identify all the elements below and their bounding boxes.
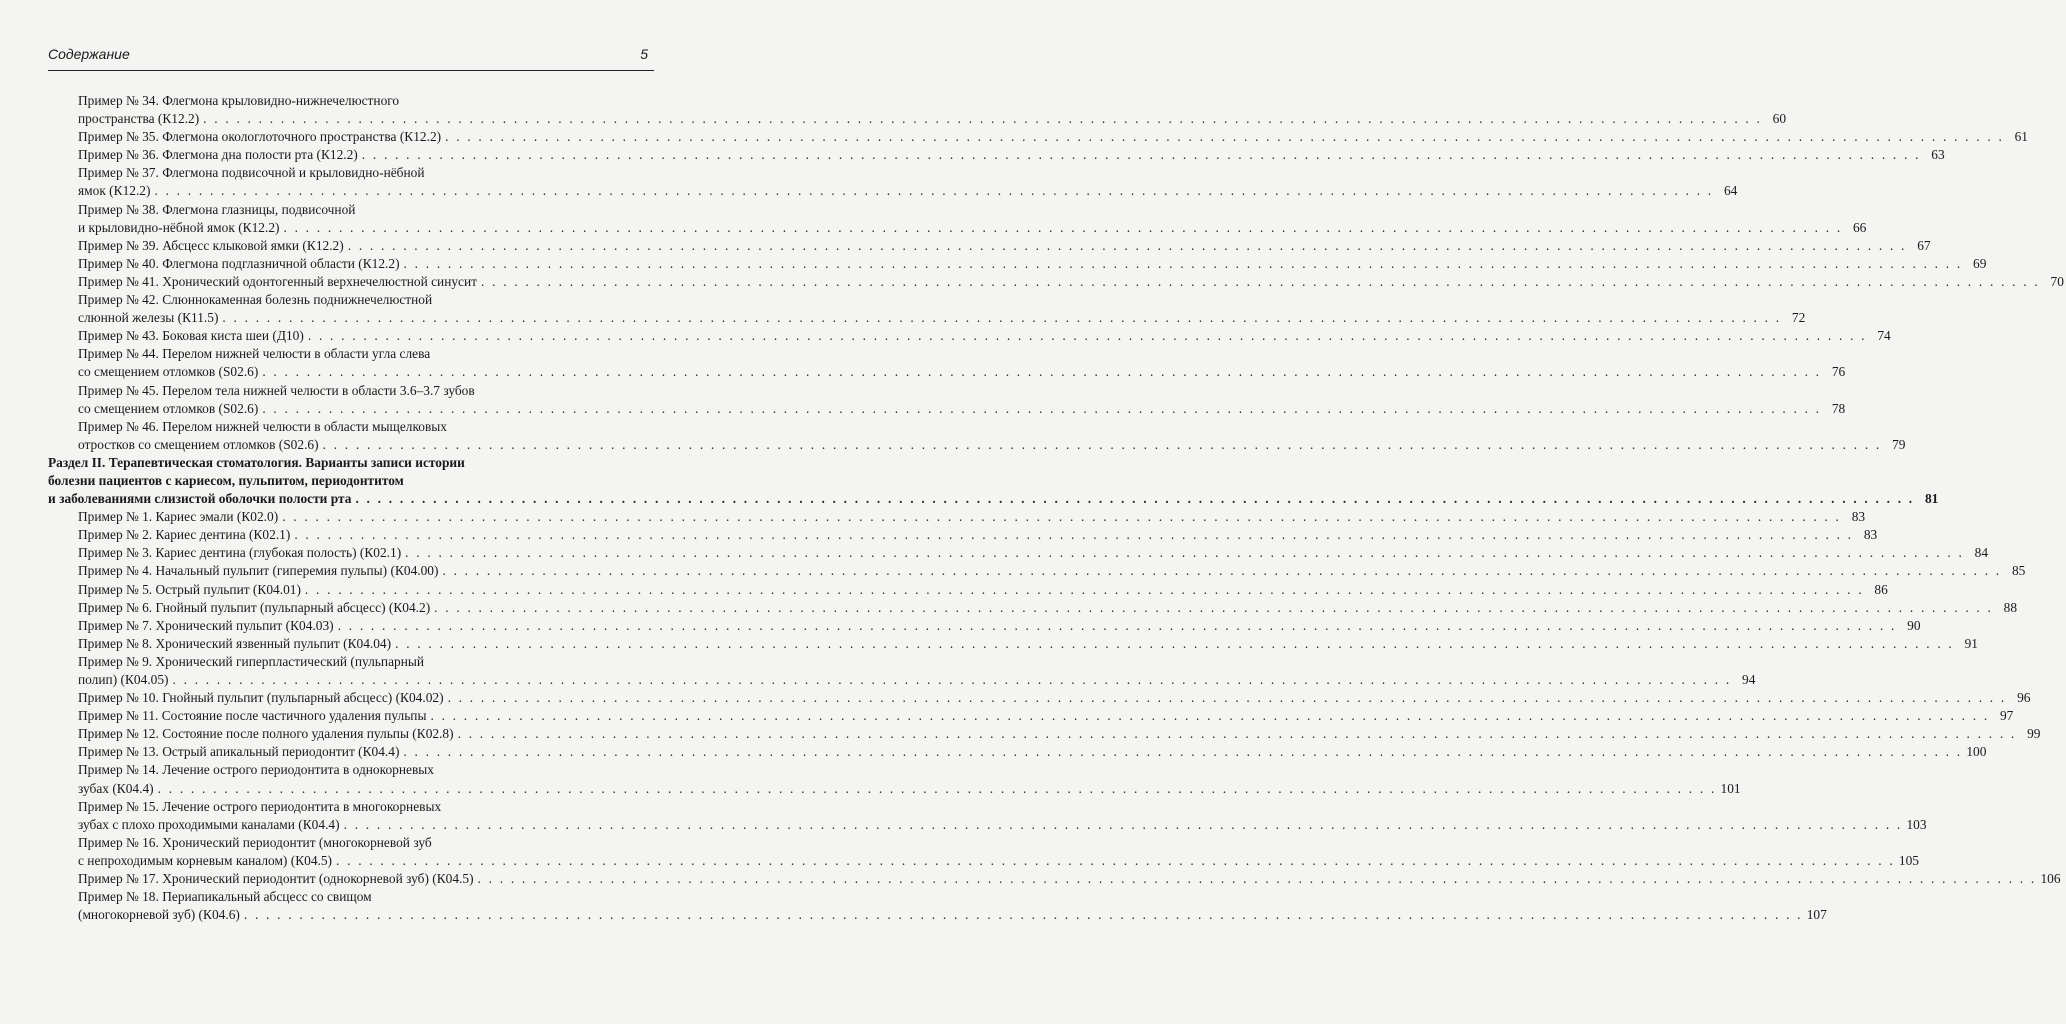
dot-leader: . . . . . . . . . . . . . . . . . . . . . . . . . . . . . . . . . . . . . . . . . . . . . . . . . . . . . . . . . . . . . . . . . . . . . . . . . . . . . . . . . . . . . . . . . . . . . . . . . . . . . . . . . . . . . . . . . . . . . . . . . . . . . . . . . . . . . . . . . . . . . bbox=[403, 255, 1963, 271]
toc-entry[interactable] bbox=[48, 164, 1738, 200]
toc-line bbox=[48, 816, 1927, 834]
dot-leader: . . . . . . . . . . . . . . . . . . . . . . . . . . . . . . . . . . . . . . . . . . . . . . . . . . . . . . . . . . . . . . . . . . . . . . . . . . . . . . . . . . . . . . . . . . . . . . . . . . . . . . . . . . . . . . . . . . . . . . . . . . . . . . . . . . . . . . . . . . . . . bbox=[262, 364, 1822, 380]
toc-line bbox=[48, 834, 654, 852]
toc-page-number: 83 bbox=[1851, 509, 1866, 525]
toc-line bbox=[48, 743, 1987, 761]
running-header bbox=[48, 44, 654, 71]
dot-leader: . . . . . . . . . . . . . . . . . . . . . . . . . . . . . . . . . . . . . . . . . . . . . . . . . . . . . . . . . . . . . . . . . . . . . . . . . . . . . . . . . . . . . . . . . . . . . . . . . . . . . . . . . . . . . . . . . . . . . . . . . . . . . . . . . . . . . . . . . . . . . bbox=[336, 852, 1895, 868]
toc-entry-text: отростков со смещением отломков (S02.6) bbox=[78, 436, 319, 452]
dot-leader: . . . . . . . . . . . . . . . . . . . . . . . . . . . . . . . . . . . . . . . . . . . . . . . . . . . . . . . . . . . . . . . . . . . . . . . . . . . . . . . . . . . . . . . . . . . . . . . . . . . . . . . . . . . . . . . . . . . . . . . . . . . . . . . . . . . . . . . . . . . . . bbox=[304, 581, 1864, 597]
dot-leader: . . . . . . . . . . . . . . . . . . . . . . . . . . . . . . . . . . . . . . . . . . . . . . . . . . . . . . . . . . . . . . . . . . . . . . . . . . . . . . . . . . . . . . . . . . . . . . . . . . . . . . . . . . . . . . . . . . . . . . . . . . . . . . . . . . . . . . . . . . . . . bbox=[447, 690, 2007, 706]
toc-line bbox=[48, 110, 1787, 128]
dot-leader: . . . . . . . . . . . . . . . . . . . . . . . . . . . . . . . . . . . . . . . . . . . . . . . . . . . . . . . . . . . . . . . . . . . . . . . . . . . . . . . . . . . . . . . . . . . . . . . . . . . . . . . . . . . . . . . . . . . . . . . . . . . . . . . . . . . . . . . . . . . . . bbox=[243, 907, 1803, 923]
toc-line bbox=[48, 273, 2064, 291]
toc-entry[interactable] bbox=[48, 418, 1906, 454]
toc-line bbox=[48, 562, 2026, 580]
toc-entry-text: зубах (К04.4) bbox=[78, 780, 154, 796]
toc-entry-text: Пример № 18. Периапикальный абсцесс со свищом bbox=[78, 889, 372, 905]
toc-line bbox=[48, 671, 1756, 689]
toc-page-number: 64 bbox=[1723, 183, 1738, 199]
toc-line bbox=[48, 526, 1878, 544]
dot-leader: . . . . . . . . . . . . . . . . . . . . . . . . . . . . . . . . . . . . . . . . . . . . . . . . . . . . . . . . . . . . . . . . . . . . . . . . . . . . . . . . . . . . . . . . . . . . . . . . . . . . . . . . . . . . . . . . . . . . . . . . . . . . . . . . . . . . . . . . . . . . . bbox=[457, 726, 2017, 742]
toc-line bbox=[48, 291, 654, 309]
toc-entry-text: Пример № 12. Состояние после полного удаления пульпы (К02.8) bbox=[78, 726, 454, 742]
toc-page-number: 76 bbox=[1831, 364, 1846, 380]
toc-entry[interactable] bbox=[48, 526, 1878, 544]
toc-entry-text: Пример № 1. Кариес эмали (К02.0) bbox=[78, 509, 279, 525]
toc-entry-text: с непроходимым корневым каналом) (К04.5) bbox=[78, 852, 333, 868]
toc-page-number: 85 bbox=[2011, 563, 2026, 579]
toc-page-number: 100 bbox=[1966, 744, 1987, 760]
toc-page-number: 78 bbox=[1831, 400, 1846, 416]
toc-entry-text: Пример № 5. Острый пульпит (К04.01) bbox=[78, 581, 301, 597]
toc-entry-text: со смещением отломков (S02.6) bbox=[78, 364, 259, 380]
toc-line bbox=[48, 508, 1866, 526]
toc-entry[interactable] bbox=[48, 273, 2064, 291]
toc-page-number: 83 bbox=[1863, 527, 1878, 543]
toc-entry-text: Пример № 7. Хронический пульпит (К04.03) bbox=[78, 617, 334, 633]
toc-line bbox=[48, 599, 2018, 617]
dot-leader: . . . . . . . . . . . . . . . . . . . . . . . . . . . . . . . . . . . . . . . . . . . . . . . . . . . . . . . . . . . . . . . . . . . . . . . . . . . . . . . . . . . . . . . . . . . . . . . . . . . . . . . . . . . . . . . . . . . . . . . . . . . . . . . . . . . . . . . . . . . . . bbox=[355, 491, 1915, 507]
toc-entry[interactable] bbox=[48, 761, 1741, 797]
toc-entry[interactable] bbox=[48, 544, 1989, 562]
dot-leader: . . . . . . . . . . . . . . . . . . . . . . . . . . . . . . . . . . . . . . . . . . . . . . . . . . . . . . . . . . . . . . . . . . . . . . . . . . . . . . . . . . . . . . . . . . . . . . . . . . . . . . . . . . . . . . . . . . . . . . . . . . . . . . . . . . . . . . . . . . . . . bbox=[282, 509, 1842, 525]
toc-entry[interactable] bbox=[48, 345, 1846, 381]
toc-entry-text: Пример № 2. Кариес дентина (К02.1) bbox=[78, 527, 291, 543]
dot-leader: . . . . . . . . . . . . . . . . . . . . . . . . . . . . . . . . . . . . . . . . . . . . . . . . . . . . . . . . . . . . . . . . . . . . . . . . . . . . . . . . . . . . . . . . . . . . . . . . . . . . . . . . . . . . . . . . . . . . . . . . . . . . . . . . . . . . . . . . . . . . . bbox=[157, 780, 1717, 796]
toc-page-number: 96 bbox=[2017, 690, 2031, 706]
dot-leader: . . . . . . . . . . . . . . . . . . . . . . . . . . . . . . . . . . . . . . . . . . . . . . . . . . . . . . . . . . . . . . . . . . . . . . . . . . . . . . . . . . . . . . . . . . . . . . . . . . . . . . . . . . . . . . . . . . . . . . . . . . . . . . . . . . . . . . . . . . . . . bbox=[262, 400, 1822, 416]
toc-page-number: 97 bbox=[1999, 708, 2014, 724]
toc-entry[interactable] bbox=[48, 382, 1846, 418]
toc-entry-text: и заболеваниями слизистой оболочки полости рта bbox=[48, 491, 352, 507]
dot-leader: . . . . . . . . . . . . . . . . . . . . . . . . . . . . . . . . . . . . . . . . . . . . . . . . . . . . . . . . . . . . . . . . . . . . . . . . . . . . . . . . . . . . . . . . . . . . . . . . . . . . . . . . . . . . . . . . . . . . . . . . . . . . . . . . . . . . . . . . . . . . . bbox=[405, 545, 1965, 561]
toc-entry[interactable] bbox=[48, 92, 1787, 128]
toc-entry-text: Пример № 15. Лечение острого периодонтита в многокорневых bbox=[78, 798, 442, 814]
toc-line bbox=[48, 761, 654, 779]
toc-entry-text: Пример № 45. Перелом тела нижней челюсти в области 3.6–3.7 зубов bbox=[78, 382, 475, 398]
toc-line bbox=[48, 870, 2061, 888]
toc-page-number: 66 bbox=[1852, 219, 1867, 235]
toc-line bbox=[48, 707, 2014, 725]
toc-entry-text: (многокорневой зуб) (К04.6) bbox=[78, 907, 240, 923]
toc-entry-text: болезни пациентов с кариесом, пульпитом, периодонтитом bbox=[48, 472, 404, 488]
toc-entry-text: Пример № 43. Боковая киста шеи (Д10) bbox=[78, 328, 304, 344]
dot-leader: . . . . . . . . . . . . . . . . . . . . . . . . . . . . . . . . . . . . . . . . . . . . . . . . . . . . . . . . . . . . . . . . . . . . . . . . . . . . . . . . . . . . . . . . . . . . . . . . . . . . . . . . . . . . . . . . . . . . . . . . . . . . . . . . . . . . . . . . . . . . . bbox=[430, 708, 1990, 724]
toc-line bbox=[48, 617, 1921, 635]
toc-page-number: 90 bbox=[1907, 617, 1921, 633]
toc-entry-text: Пример № 9. Хронический гиперпластический (пульпарный bbox=[78, 653, 425, 669]
toc-page-number: 106 bbox=[2040, 871, 2061, 887]
toc-entry[interactable] bbox=[48, 599, 2018, 617]
toc-line bbox=[48, 689, 2031, 707]
toc-line bbox=[48, 92, 654, 110]
dot-leader: . . . . . . . . . . . . . . . . . . . . . . . . . . . . . . . . . . . . . . . . . . . . . . . . . . . . . . . . . . . . . . . . . . . . . . . . . . . . . . . . . . . . . . . . . . . . . . . . . . . . . . . . . . . . . . . . . . . . . . . . . . . . . . . . . . . . . . . . . . . . . bbox=[347, 237, 1907, 253]
toc-entry[interactable] bbox=[48, 798, 1927, 834]
toc-entry[interactable] bbox=[48, 707, 2014, 725]
toc-entry-text: Пример № 10. Гнойный пульпит (пульпарный абсцесс) (К04.02) bbox=[78, 690, 444, 706]
toc-entry[interactable] bbox=[48, 870, 2061, 888]
toc-line bbox=[48, 472, 654, 490]
toc-page-number: 69 bbox=[1973, 255, 1987, 271]
toc-page-number: 105 bbox=[1898, 852, 1919, 868]
toc-entry[interactable] bbox=[48, 508, 1866, 526]
toc-line bbox=[48, 852, 1919, 870]
toc-entry-text: и крыловидно-нёбной ямок (К12.2) bbox=[78, 219, 280, 235]
toc-entry[interactable] bbox=[48, 562, 2026, 580]
toc-line bbox=[48, 780, 1741, 798]
toc-line bbox=[48, 327, 1891, 345]
toc-page-number: 81 bbox=[1924, 491, 1939, 507]
toc-entry-text: зубах с плохо проходимыми каналами (К04.4) bbox=[78, 816, 340, 832]
toc-line bbox=[48, 798, 654, 816]
toc-entry[interactable] bbox=[48, 327, 1891, 345]
toc-line bbox=[48, 255, 1987, 273]
header-title: Содержание bbox=[48, 46, 130, 62]
toc-entry[interactable] bbox=[48, 743, 1987, 761]
toc-page-number: 72 bbox=[1791, 310, 1806, 326]
toc-section[interactable] bbox=[48, 454, 1939, 508]
toc-page-number: 103 bbox=[1906, 816, 1927, 832]
dot-leader: . . . . . . . . . . . . . . . . . . . . . . . . . . . . . . . . . . . . . . . . . . . . . . . . . . . . . . . . . . . . . . . . . . . . . . . . . . . . . . . . . . . . . . . . . . . . . . . . . . . . . . . . . . . . . . . . . . . . . . . . . . . . . . . . . . . . . . . . . . . . . bbox=[434, 599, 1994, 615]
dot-leader: . . . . . . . . . . . . . . . . . . . . . . . . . . . . . . . . . . . . . . . . . . . . . . . . . . . . . . . . . . . . . . . . . . . . . . . . . . . . . . . . . . . . . . . . . . . . . . . . . . . . . . . . . . . . . . . . . . . . . . . . . . . . . . . . . . . . . . . . . . . . . bbox=[361, 147, 1921, 163]
dot-leader: . . . . . . . . . . . . . . . . . . . . . . . . . . . . . . . . . . . . . . . . . . . . . . . . . . . . . . . . . . . . . . . . . . . . . . . . . . . . . . . . . . . . . . . . . . . . . . . . . . . . . . . . . . . . . . . . . . . . . . . . . . . . . . . . . . . . . . . . . . . . . bbox=[442, 563, 2002, 579]
toc-page-number: 84 bbox=[1974, 545, 1989, 561]
dot-leader: . . . . . . . . . . . . . . . . . . . . . . . . . . . . . . . . . . . . . . . . . . . . . . . . . . . . . . . . . . . . . . . . . . . . . . . . . . . . . . . . . . . . . . . . . . . . . . . . . . . . . . . . . . . . . . . . . . . . . . . . . . . . . . . . . . . . . . . . . . . . . bbox=[203, 111, 1763, 127]
toc-page-number: 91 bbox=[1964, 635, 1978, 651]
toc-line bbox=[48, 182, 1738, 200]
dot-leader: . . . . . . . . . . . . . . . . . . . . . . . . . . . . . . . . . . . . . . . . . . . . . . . . . . . . . . . . . . . . . . . . . . . . . . . . . . . . . . . . . . . . . . . . . . . . . . . . . . . . . . . . . . . . . . . . . . . . . . . . . . . . . . . . . . . . . . . . . . . . . bbox=[322, 436, 1882, 452]
toc-entry-text: Пример № 44. Перелом нижней челюсти в области угла слева bbox=[78, 346, 431, 362]
dot-leader: . . . . . . . . . . . . . . . . . . . . . . . . . . . . . . . . . . . . . . . . . . . . . . . . . . . . . . . . . . . . . . . . . . . . . . . . . . . . . . . . . . . . . . . . . . . . . . . . . . . . . . . . . . . . . . . . . . . . . . . . . . . . . . . . . . . . . . . . . . . . . bbox=[337, 617, 1897, 633]
dot-leader: . . . . . . . . . . . . . . . . . . . . . . . . . . . . . . . . . . . . . . . . . . . . . . . . . . . . . . . . . . . . . . . . . . . . . . . . . . . . . . . . . . . . . . . . . . . . . . . . . . . . . . . . . . . . . . . . . . . . . . . . . . . . . . . . . . . . . . . . . . . . . bbox=[445, 129, 2004, 145]
toc-line bbox=[48, 237, 1931, 255]
toc-line bbox=[48, 382, 654, 400]
toc-entry-text: Пример № 14. Лечение острого периодонтита в однокорневых bbox=[78, 762, 434, 778]
toc-entry[interactable] bbox=[48, 834, 1919, 870]
dot-leader: . . . . . . . . . . . . . . . . . . . . . . . . . . . . . . . . . . . . . . . . . . . . . . . . . . . . . . . . . . . . . . . . . . . . . . . . . . . . . . . . . . . . . . . . . . . . . . . . . . . . . . . . . . . . . . . . . . . . . . . . . . . . . . . . . . . . . . . . . . . . . bbox=[154, 183, 1714, 199]
toc-entry-text: Пример № 41. Хронический одонтогенный верхнечелюстной синусит bbox=[78, 273, 478, 289]
dot-leader: . . . . . . . . . . . . . . . . . . . . . . . . . . . . . . . . . . . . . . . . . . . . . . . . . . . . . . . . . . . . . . . . . . . . . . . . . . . . . . . . . . . . . . . . . . . . . . . . . . . . . . . . . . . . . . . . . . . . . . . . . . . . . . . . . . . . . . . . . . . . . bbox=[403, 744, 1963, 760]
dot-leader: . . . . . . . . . . . . . . . . . . . . . . . . . . . . . . . . . . . . . . . . . . . . . . . . . . . . . . . . . . . . . . . . . . . . . . . . . . . . . . . . . . . . . . . . . . . . . . . . . . . . . . . . . . . . . . . . . . . . . . . . . . . . . . . . . . . . . . . . . . . . . bbox=[307, 328, 1867, 344]
toc-page-number: 86 bbox=[1874, 581, 1888, 597]
toc-entry[interactable] bbox=[48, 581, 1888, 599]
toc-entry-text: полип) (К04.05) bbox=[78, 672, 169, 687]
toc-line bbox=[48, 490, 1939, 508]
toc-entry[interactable] bbox=[48, 291, 1806, 327]
dot-leader: . . . . . . . . . . . . . . . . . . . . . . . . . . . . . . . . . . . . . . . . . . . . . . . . . . . . . . . . . . . . . . . . . . . . . . . . . . . . . . . . . . . . . . . . . . . . . . . . . . . . . . . . . . . . . . . . . . . . . . . . . . . . . . . . . . . . . . . . . . . . . bbox=[395, 635, 1954, 651]
toc-line bbox=[48, 888, 654, 906]
toc-line bbox=[48, 581, 1888, 599]
toc-entry-text: Пример № 38. Флегмона глазницы, подвисочной bbox=[78, 201, 356, 217]
toc-entry[interactable] bbox=[48, 653, 1756, 689]
toc-entry-text: Пример № 3. Кариес дентина (глубокая полость) (К02.1) bbox=[78, 545, 402, 561]
toc-page-number: 61 bbox=[2014, 129, 2028, 145]
toc-page-number: 99 bbox=[2027, 726, 2041, 742]
toc-line bbox=[48, 653, 654, 671]
toc-entry-text: Пример № 4. Начальный пульпит (гиперемия пульпы) (К04.00) bbox=[78, 563, 439, 579]
dot-leader: . . . . . . . . . . . . . . . . . . . . . . . . . . . . . . . . . . . . . . . . . . . . . . . . . . . . . . . . . . . . . . . . . . . . . . . . . . . . . . . . . . . . . . . . . . . . . . . . . . . . . . . . . . . . . . . . . . . . . . . . . . . . . . . . . . . . . . . . . . . . . bbox=[222, 310, 1782, 326]
toc-line bbox=[48, 345, 654, 363]
toc-entry[interactable] bbox=[48, 635, 1978, 653]
toc-entry[interactable] bbox=[48, 255, 1987, 273]
toc-line bbox=[48, 201, 654, 219]
toc-page-number: 88 bbox=[2003, 599, 2018, 615]
toc-entry-text: Пример № 42. Слюннокаменная болезнь поднижнечелюстной bbox=[78, 292, 433, 308]
toc-page-number: 74 bbox=[1877, 328, 1891, 344]
toc-line bbox=[48, 363, 1846, 381]
toc-line bbox=[48, 725, 2041, 743]
toc-line bbox=[48, 436, 1906, 454]
toc-page-number: 60 bbox=[1772, 111, 1787, 127]
toc-entry-text: слюнной железы (К11.5) bbox=[78, 310, 219, 326]
toc-entry-text: Пример № 13. Острый апикальный периодонтит (К04.4) bbox=[78, 744, 400, 760]
dot-leader: . . . . . . . . . . . . . . . . . . . . . . . . . . . . . . . . . . . . . . . . . . . . . . . . . . . . . . . . . . . . . . . . . . . . . . . . . . . . . . . . . . . . . . . . . . . . . . . . . . . . . . . . . . . . . . . . . . . . . . . . . . . . . . . . . . . . . . . . . . . . . bbox=[294, 527, 1854, 543]
toc-entry-text: Пример № 16. Хронический периодонтит (многокорневой зуб bbox=[78, 834, 432, 850]
toc-entry-text: Пример № 40. Флегмона подглазничной области (К12.2) bbox=[78, 255, 400, 271]
toc-entry-text: Пример № 36. Флегмона дна полости рта (К12.2) bbox=[78, 147, 358, 163]
toc-entry-text: Пример № 11. Состояние после частичного удаления пульпы bbox=[78, 708, 427, 724]
toc-line bbox=[48, 164, 654, 182]
toc-line bbox=[48, 454, 654, 472]
toc-entry-text: Пример № 37. Флегмона подвисочной и крыловидно-нёбной bbox=[78, 165, 425, 181]
toc-entry-text: Пример № 6. Гнойный пульпит (пульпарный абсцесс) (К04.2) bbox=[78, 599, 431, 615]
toc-entry[interactable] bbox=[48, 888, 1827, 924]
toc-entry[interactable] bbox=[48, 617, 1921, 635]
toc-page-number: 107 bbox=[1806, 907, 1827, 923]
dot-leader: . . . . . . . . . . . . . . . . . . . . . . . . . . . . . . . . . . . . . . . . . . . . . . . . . . . . . . . . . . . . . . . . . . . . . . . . . . . . . . . . . . . . . . . . . . . . . . . . . . . . . . . . . . . . . . . . . . . . . . . . . . . . . . . . . . . . . . . . . . . . . bbox=[477, 871, 2037, 887]
toc-entry[interactable] bbox=[48, 689, 2031, 707]
toc-line bbox=[48, 219, 1867, 237]
toc-line bbox=[48, 418, 654, 436]
dot-leader: . . . . . . . . . . . . . . . . . . . . . . . . . . . . . . . . . . . . . . . . . . . . . . . . . . . . . . . . . . . . . . . . . . . . . . . . . . . . . . . . . . . . . . . . . . . . . . . . . . . . . . . . . . . . . . . . . . . . . . . . . . . . . . . . . . . . . . . . . . . . . bbox=[343, 816, 1903, 832]
table-of-contents bbox=[48, 92, 2064, 924]
toc-entry-text: Пример № 35. Флегмона окологлоточного пространства (К12.2) bbox=[78, 129, 442, 145]
toc-entry-text: Пример № 17. Хронический периодонтит (однокорневой зуб) (К04.5) bbox=[78, 871, 474, 887]
toc-page-number: 79 bbox=[1892, 436, 1906, 452]
toc-entry[interactable] bbox=[48, 725, 2041, 743]
toc-entry-text: со смещением отломков (S02.6) bbox=[78, 400, 259, 416]
toc-line bbox=[48, 146, 1945, 164]
toc-page-number: 94 bbox=[1742, 672, 1756, 687]
toc-entry[interactable] bbox=[48, 128, 2028, 146]
toc-entry-text: пространства (К12.2) bbox=[78, 111, 200, 127]
dot-leader: . . . . . . . . . . . . . . . . . . . . . . . . . . . . . . . . . . . . . . . . . . . . . . . . . . . . . . . . . . . . . . . . . . . . . . . . . . . . . . . . . . . . . . . . . . . . . . . . . . . . . . . . . . . . . . . . . . . . . . . . . . . . . . . . . . . . . . . . . . . . . bbox=[481, 273, 2040, 289]
toc-line bbox=[48, 906, 1827, 924]
toc-line bbox=[48, 128, 2028, 146]
toc-line bbox=[48, 635, 1978, 653]
toc-entry-text: ямок (К12.2) bbox=[78, 183, 151, 199]
toc-page-number: 70 bbox=[2050, 273, 2064, 289]
toc-entry-text: Раздел II. Терапевтическая стоматология. Варианты записи истории bbox=[48, 454, 465, 470]
dot-leader: . . . . . . . . . . . . . . . . . . . . . . . . . . . . . . . . . . . . . . . . . . . . . . . . . . . . . . . . . . . . . . . . . . . . . . . . . . . . . . . . . . . . . . . . . . . . . . . . . . . . . . . . . . . . . . . . . . . . . . . . . . . . . . . . . . . . . . . . . . . . . bbox=[172, 672, 1732, 687]
toc-line bbox=[48, 400, 1846, 418]
toc-page-number: 101 bbox=[1720, 780, 1741, 796]
toc-page-number: 63 bbox=[1931, 147, 1945, 163]
toc-line bbox=[48, 544, 1989, 562]
toc-entry-text: Пример № 34. Флегмона крыловидно-нижнечелюстного bbox=[78, 93, 400, 108]
toc-entry[interactable] bbox=[48, 146, 1945, 164]
toc-entry[interactable] bbox=[48, 237, 1931, 255]
toc-entry-text: Пример № 39. Абсцесс клыковой ямки (К12.2) bbox=[78, 237, 344, 253]
toc-entry-text: Пример № 8. Хронический язвенный пульпит (К04.04) bbox=[78, 635, 392, 651]
toc-entry[interactable] bbox=[48, 201, 1867, 237]
dot-leader: . . . . . . . . . . . . . . . . . . . . . . . . . . . . . . . . . . . . . . . . . . . . . . . . . . . . . . . . . . . . . . . . . . . . . . . . . . . . . . . . . . . . . . . . . . . . . . . . . . . . . . . . . . . . . . . . . . . . . . . . . . . . . . . . . . . . . . . . . . . . . bbox=[283, 219, 1843, 235]
header-page-number: 5 bbox=[640, 46, 648, 62]
toc-entry-text: Пример № 46. Перелом нижней челюсти в области мыщелковых bbox=[78, 418, 447, 434]
toc-page-number: 67 bbox=[1917, 237, 1931, 253]
toc-line bbox=[48, 309, 1806, 327]
